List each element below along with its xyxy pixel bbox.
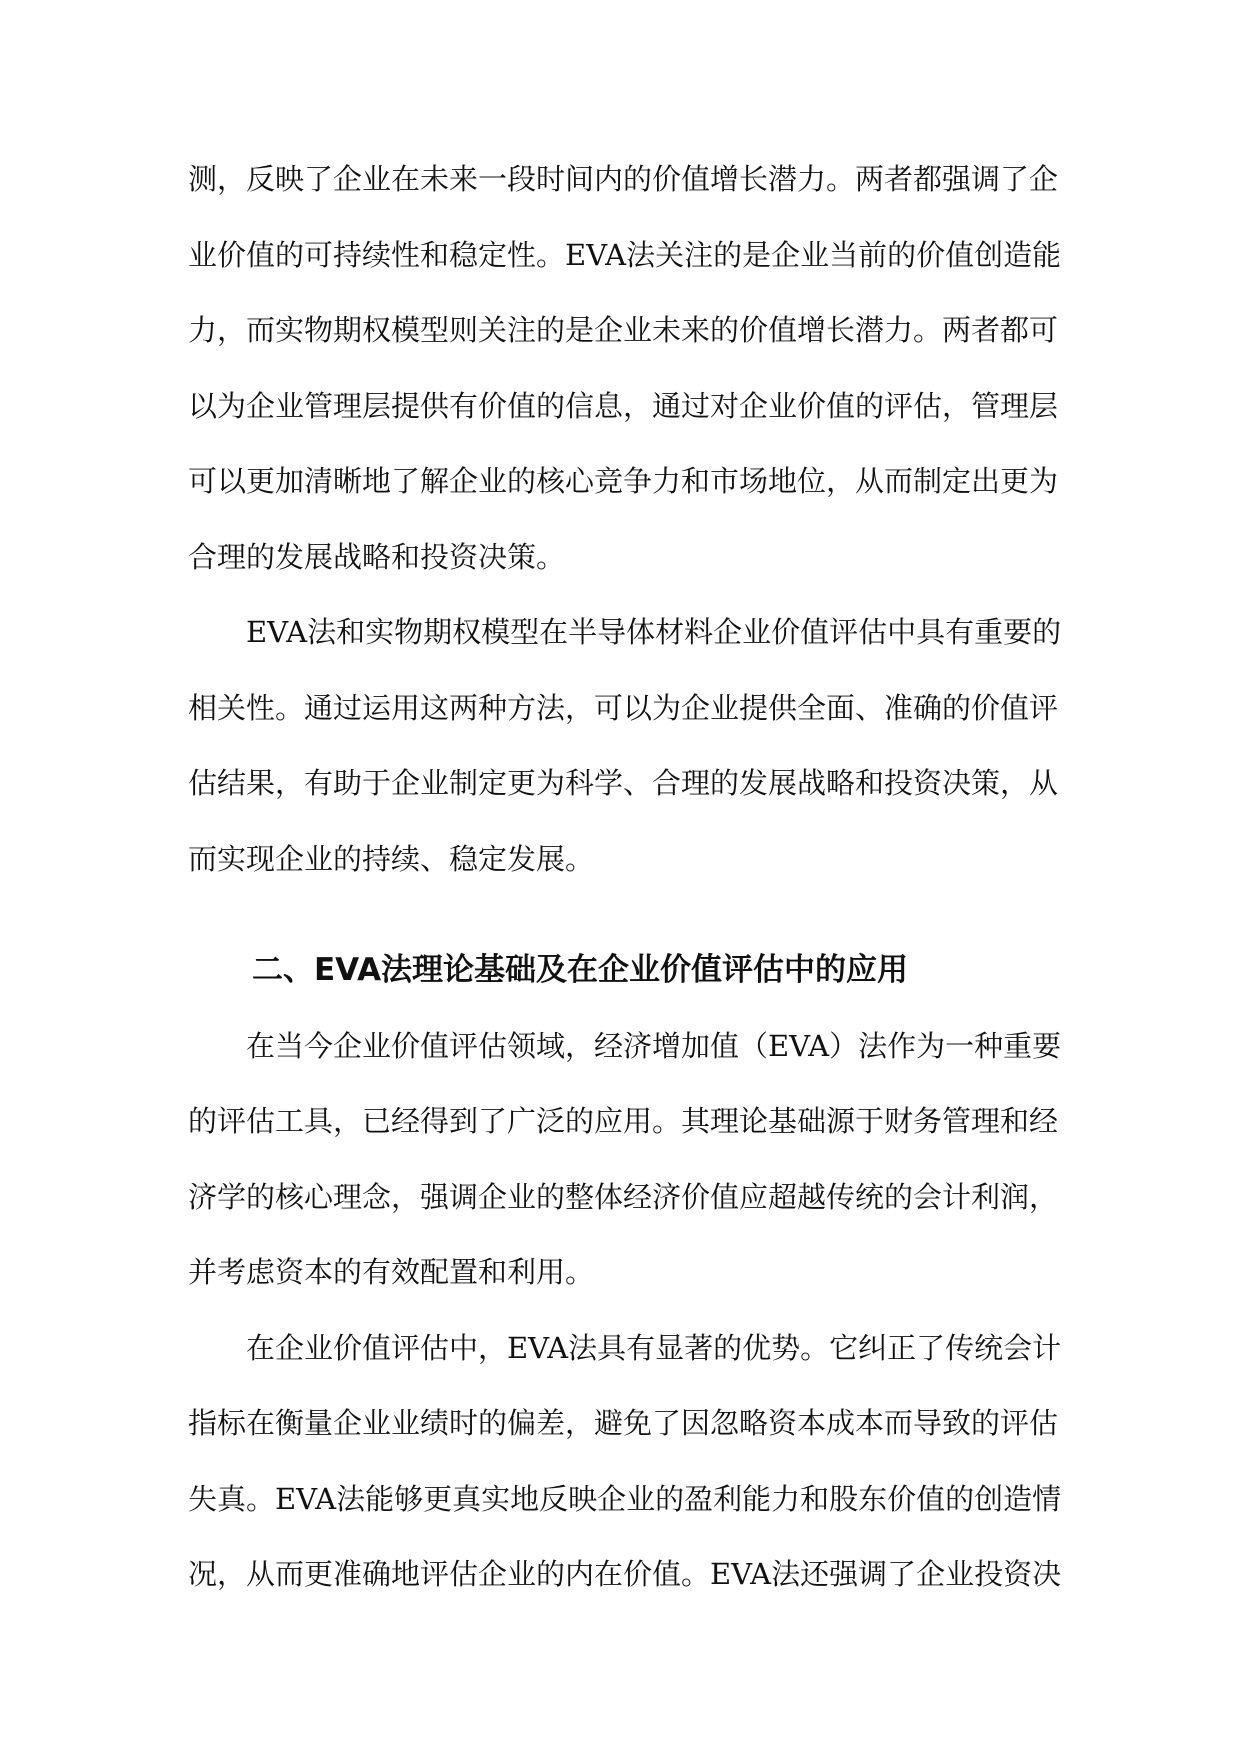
paragraph-line: 力，而实物期权模型则关注的是企业未来的价值增长潜力。两者都可 (188, 313, 1059, 347)
paragraph-line: 并考虑资本的有效配置和利用。 (188, 1255, 595, 1289)
section-heading: 二、EVA法理论基础及在企业价值评估中的应用 (252, 952, 909, 988)
paragraph-line: 指标在衡量企业业绩时的偏差，避免了因忽略资本成本而导致的评估 (188, 1406, 1059, 1440)
paragraph-line: 而实现企业的持续、稳定发展。 (188, 841, 595, 876)
paragraph-4 (188, 1311, 1062, 1613)
paragraph-line: 合理的发展战略和投资决策。 (188, 539, 566, 574)
paragraph-line: 在企业价值评估中，EVA法具有显著的优势。它纠正了传统会计 (246, 1330, 1062, 1365)
paragraph-line: 以为企业管理层提供有价值的信息，通过对企业价值的评估，管理层 (188, 388, 1059, 423)
paragraph-line: 估结果，有助于企业制定更为科学、合理的发展战略和投资决策，从 (188, 766, 1059, 800)
paragraph-line: 测，反映了企业在未来一段时间内的价值增长潜力。两者都强调了企 (188, 162, 1059, 196)
paragraph-line: EVA法和实物期权模型在半导体材料企业价值评估中具有重要的 (246, 615, 1062, 649)
paragraph-line: 况，从而更准确地评估企业的内在价值。EVA法还强调了企业投资决 (188, 1557, 1062, 1591)
document-body (188, 142, 1062, 1613)
paragraph-2 (188, 595, 1062, 897)
paragraph-line: 业价值的可持续性和稳定性。EVA法关注的是企业当前的价值创造能 (188, 237, 1062, 272)
paragraph-line: 的评估工具，已经得到了广泛的应用。其理论基础源于财务管理和经 (188, 1104, 1059, 1138)
paragraph-line: 相关性。通过运用这两种方法，可以为企业提供全面、准确的价值评 (188, 690, 1059, 725)
paragraph-3 (188, 1009, 1062, 1311)
paragraph-line: 可以更加清晰地了解企业的核心竞争力和市场地位，从而制定出更为 (188, 464, 1059, 498)
paragraph-1 (188, 142, 1062, 595)
paragraph-line: 济学的核心理念，强调企业的整体经济价值应超越传统的会计利润， (188, 1179, 1059, 1214)
paragraph-line: 失真。EVA法能够更真实地反映企业的盈利能力和股东价值的创造情 (188, 1481, 1062, 1516)
paragraph-line: 在当今企业价值评估领域，经济增加值（EVA）法作为一种重要 (246, 1028, 1062, 1063)
